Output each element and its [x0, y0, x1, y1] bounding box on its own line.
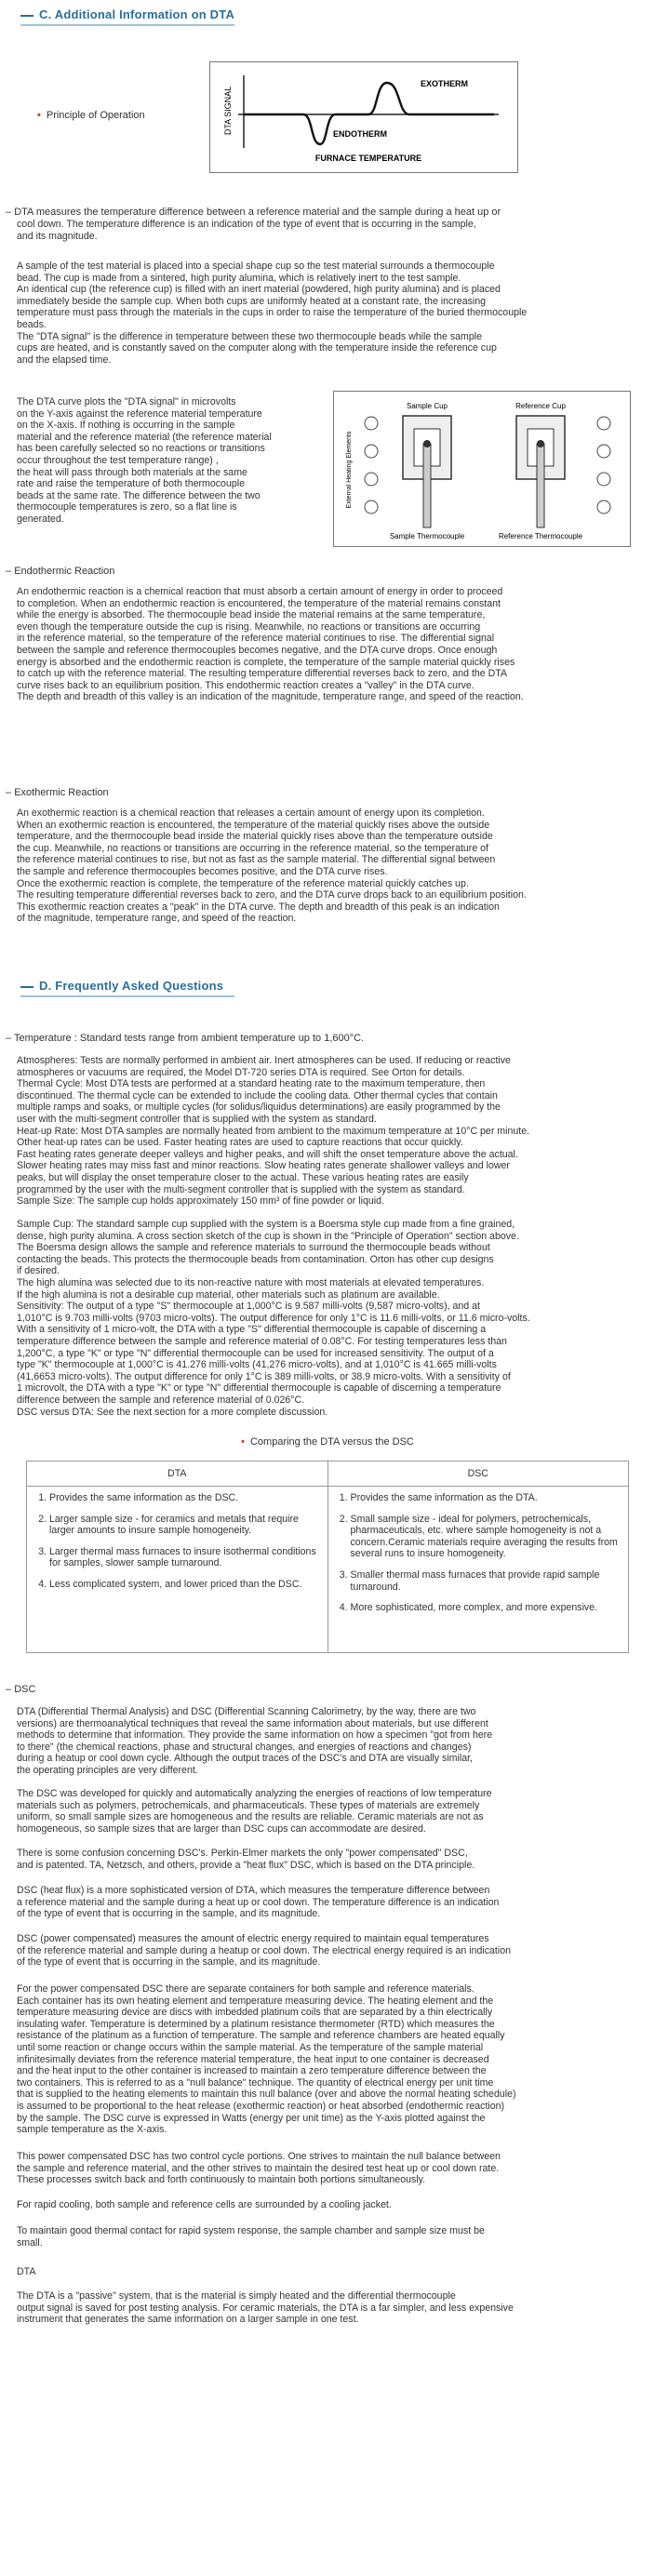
dsc-paragraph-3 — [17, 1848, 640, 1871]
text-line: Atmospheres: Tests are normally performed in ambient air. Inert atmospheres can be used. If reducing or reactive — [17, 1055, 511, 1066]
endothermic-heading: – Endothermic Reaction — [6, 566, 115, 577]
text-line: programmed by the user with the multi-segment controller that is supplied with the system as standard. — [17, 1183, 465, 1195]
comparison-table — [26, 1461, 629, 1653]
text-line: between the sample and reference thermocouples becomes negative, and the DTA curve drops. Once enough — [17, 644, 498, 656]
text-line: 1,200°C, a type "K" or type "N" differential thermocouple can be used for increased sensitivity. The output of a — [17, 1347, 494, 1359]
text-line: These processes switch back and forth continuously to maintain both portions simultaneously. — [17, 2174, 426, 2186]
faq-atmospheres-paragraph — [17, 1055, 640, 1208]
sample-cup-label: Sample Cup — [406, 402, 448, 410]
text-line: the sample and reference thermocouples becomes positive, and the DTA curve rises. — [17, 865, 388, 877]
list-item: 1. Provides the same information as the DSC. — [49, 1492, 320, 1504]
text-line: If the high alumina is not a desirable cup material, other materials such as platinum are available. — [17, 1288, 440, 1301]
heater-circle — [597, 473, 610, 486]
text-line: the cup. Meanwhile, no reactions or transitions are occurring in the reference material, so the temperature of — [17, 842, 488, 854]
dsc-paragraph-8 — [17, 2199, 640, 2211]
heating-elements-label: External Heating Elements — [346, 431, 353, 509]
text-line: curve rises back to an equilibrium position. This endothermic reaction creates a "valley" in the DTA curve. — [17, 679, 475, 691]
text-line: the sample and reference material, and the other strives to maintain the desired test heat up or cool down rate. — [17, 2162, 500, 2174]
principle-label: • Principle of Operation — [37, 110, 145, 121]
heater-circle — [365, 417, 378, 430]
intro-dash-line: – DTA measures the temperature difference between a reference material and the sample during a heat up or — [6, 207, 501, 218]
text-line: insulating wafer. Temperature is determined by a platinum resistance thermometer (RTD) which measures the — [17, 2018, 495, 2030]
dta-subheading — [17, 2266, 640, 2278]
col-dsc-header: DSC — [328, 1462, 629, 1487]
reference-cup-label: Reference Cup — [515, 402, 566, 410]
text-line: of the type of event that is occurring in the sample, and its magnitude. — [17, 1956, 321, 1969]
text-line: to catch up with the reference material. The resulting temperature differential reverses back to zero, and the DTA — [17, 668, 508, 680]
text-line: versions) are thermoanalytical techniques that reveal the same information about materials, but use different — [17, 1717, 488, 1729]
text-line: a reference material and the sample during a heat up or cool down. The temperature difference is an indication — [17, 1896, 500, 1908]
text-line: occur throughout the test temperature range) , — [17, 454, 219, 466]
heater-circle — [597, 445, 610, 458]
text-line: and is patented. TA, Netzsch, and others, provide a "heat flux" DSC, which is based on the DTA principle. — [17, 1859, 475, 1871]
text-line: has been carefully selected so no reactions or transitions — [17, 443, 265, 455]
text-line: of the magnitude, temperature range, and speed of the reaction. — [17, 913, 297, 925]
dsc-cell — [328, 1487, 629, 1653]
dta-curve-svg — [210, 62, 517, 172]
text-line: The DTA curve plots the "DTA signal" in microvolts — [17, 396, 236, 407]
text-line: Sample Size: The sample cup holds approximately 150 mm³ of fine powder or liquid. — [17, 1195, 384, 1208]
text-line: type "K" thermocouple at 1,000°C is 41.276 milli-volts (41,276 micro-volts), and at 1,010°C is 41.665 milli-volts — [17, 1359, 497, 1371]
text-line: The high alumina was selected due to its non-reactive nature with most materials at elevated temperatures. — [17, 1276, 485, 1288]
list-item: 2. Small sample size - ideal for polymers, petrochemicals, pharmaceuticals, etc. where sample homogeneity is not a concern.Ceramic materials require averaging the results from several runs to insure homogeneity. — [351, 1514, 622, 1560]
text-line: resistance of the platinum as a function of temperature. The sample and reference chambers are heated equally — [17, 2030, 505, 2042]
text-line: on the Y-axis against the reference material temperature — [17, 407, 262, 420]
text-line: temperature must pass through the materials in the cups in order to raise the temperature of the buried thermocouple — [17, 307, 528, 319]
text-line: A sample of the test material is placed into a special shape cup so the test material surrounds a thermocouple — [17, 260, 495, 272]
text-line: discontinued. The thermal cycle can be extended to include the cooling data. Other thermal cycles that contain — [17, 1089, 498, 1101]
text-line: even though the temperature outside the cup is rising. Meanwhile, no reactions or transitions are occurring — [17, 621, 481, 633]
text-line: temperature measuring device are discs with imbedded platinum coils that are separated by a thin electrically — [17, 2007, 493, 2019]
section-c-rule — [20, 24, 234, 26]
text-line: to completion. When an endothermic reaction is encountered, the temperature of the material remains constant — [17, 597, 501, 609]
reference-cup-shape — [516, 416, 565, 527]
text-line: by the sample. The DSC curve is expressed in Watts (energy per unit time) as the Y-axis plotted against the — [17, 2112, 486, 2124]
text-line: 1 microvolt, the DTA with a type "K" or type "N" differential thermocouple is capable of discerning a temperature — [17, 1382, 501, 1395]
text-line: energy is absorbed and the endothermic reaction is complete, the temperature of the sample material quickly rises — [17, 656, 515, 668]
list-item: 4. More sophisticated, more complex, and more expensive. — [351, 1602, 622, 1614]
text-line: while the energy is absorbed. The thermocouple bead inside the material remains at the same temperature, — [17, 609, 486, 621]
text-line: material and the reference material (the reference material — [17, 431, 272, 443]
section-c-title: C. Additional Information on DTA — [20, 7, 234, 21]
text-line: The DSC was developed for quickly and automatically analyzing the energies of reactions of low temperature — [17, 1788, 492, 1799]
text-line: The DTA is a "passive" system, that is the material is simply heated and the differential thermocouple — [17, 2290, 456, 2302]
heater-circle — [365, 501, 378, 514]
cup-diagram-figure — [333, 391, 631, 547]
text-line: An endothermic reaction is a chemical reaction that must absorb a certain amount of energy in order to proceed — [17, 586, 503, 597]
dsc-paragraph-1 — [17, 1706, 640, 1777]
col-dta-header: DTA — [27, 1462, 328, 1487]
text-line: the reference material continues to rise, but not as fast as the sample material. The differential signal between — [17, 854, 496, 866]
text-line: For the power compensated DSC there are separate containers for both sample and reference materials. — [17, 1983, 475, 1995]
section-d-rule — [20, 995, 234, 997]
text-line: thermocouple temperatures is zero, so a flat line is — [17, 501, 237, 514]
text-line: to there" (the chemical reactions, phase and structural changes, and energies of reactions and changes) — [17, 1741, 472, 1753]
text-line: Thermal Cycle: Most DTA tests are performed at a standard heating rate to the maximum temperature, then — [17, 1078, 486, 1090]
text-line: cool down. The temperature difference is an indication of the type of event that is occurring in the sample, — [17, 219, 476, 230]
text-line: is assumed to be proportional to the heat release (exothermic reaction) or heat absorbed (endothermic reaction) — [17, 2100, 505, 2112]
dsc-paragraph-5 — [17, 1933, 640, 1969]
sample-thermocouple-label: Sample Thermocouple — [389, 532, 465, 541]
faq-sample-cup-paragraph — [17, 1219, 640, 1418]
heater-circle — [365, 445, 378, 458]
dta-curve-figure — [209, 61, 518, 173]
red-bullet-icon: • — [37, 110, 41, 121]
heading-bar-icon — [20, 15, 33, 17]
text-line: Fast heating rates generate deeper valleys and higher peaks, and will shift the onset temperature above the actual. — [17, 1148, 518, 1160]
text-line: An exothermic reaction is a chemical reaction that releases a certain amount of energy upon its completion. — [17, 808, 485, 819]
text-line: output signal is saved for post testing analysis. For ceramic materials, the DTA is a far simpler, and less expensive — [17, 2302, 514, 2314]
text-line: When an exothermic reaction is encountered, the temperature of the material quickly rises above the outside — [17, 819, 490, 831]
text-line: methods to determine that information. They provide the same information on how a specimen "got from here — [17, 1729, 493, 1742]
text-line: Sensitivity: The output of a type "S" thermocouple at 1,000°C is 9.587 milli-volts (9,587 micro-volts), and at — [17, 1301, 480, 1313]
text-line: This exothermic reaction creates a "peak" in the DTA curve. The depth and breadth of this peak is an indication — [17, 901, 500, 913]
text-line: that is supplied to the heating elements to maintain this null balance (over and above the normal heating schedule) — [17, 2089, 516, 2101]
text-line: There is some confusion concerning DSC's. Perkin-Elmer markets the only "power compensated" DSC, — [17, 1848, 468, 1859]
text-line: DSC versus DTA: See the next section for a more complete discussion. — [17, 1406, 328, 1418]
text-line: The depth and breadth of this valley is an indication of the magnitude, temperature range, and speed of the reaction. — [17, 691, 524, 703]
x-axis-label: FURNACE TEMPERATURE — [314, 153, 422, 163]
text-line: difference between the sample and reference material of 0.026°C. — [17, 1394, 305, 1406]
compare-title: • Comparing the DTA versus the DSC — [241, 1436, 414, 1448]
heater-circle — [365, 473, 378, 486]
text-line: Heat-up Rate: Most DTA samples are normally heated from ambient to the maximum temperature at 10°C per minute. — [17, 1125, 530, 1137]
text-line: (41,6653 micro-volts). The output difference for only 1°C is 389 milli-volts, or 38.9 micro-volts. With a sensitivity of — [17, 1370, 511, 1382]
heater-circle — [597, 501, 610, 514]
text-line: 1,010°C is 9.703 milli-volts (9703 micro-volts). The output difference for only 1°C is 11.6 milli-volts, or 11.6 micro-volts. — [17, 1312, 530, 1324]
intro-paragraph — [17, 219, 640, 242]
dta-paragraph-1 — [17, 2290, 640, 2326]
list-item: 2. Larger sample size - for ceramics and metals that require larger amounts to insure sample homogeneity. — [49, 1514, 320, 1537]
text-line: With a sensitivity of 1 micro-volt, the DTA with a type "S" differential thermocouple is capable of discerning a — [17, 1324, 487, 1336]
text-line: of the type of event that is occurring in the sample, and its magnitude. — [17, 1908, 321, 1920]
text-line: Other heat-up rates can be used. Faster heating rates are used to capture reactions that occur quickly. — [17, 1137, 463, 1149]
text-line: Each container has its own heating element and temperature measuring device. The heating element and the — [17, 1995, 494, 2007]
text-line: The resulting temperature differential reverses back to zero, and the DTA curve drops back to an equilibrium position. — [17, 889, 527, 901]
dsc-paragraph-2 — [17, 1788, 640, 1835]
text-line: user with the multi-segment controller that is supplied with the system as standard. — [17, 1113, 377, 1125]
text-line: infinitesimally deviates from the reference material temperature, the heat input to one container is decreased — [17, 2053, 489, 2065]
text-line: beads. — [17, 318, 47, 330]
table-row — [27, 1487, 629, 1653]
exothermic-heading: – Exothermic Reaction — [6, 787, 109, 798]
text-line: homogeneous, so sample sizes that are larger than DSC cups can accommodate are desired. — [17, 1822, 426, 1835]
text-line: uniform, so small sample sizes are homogeneous and the results are reliable. Ceramic materials are not as — [17, 1811, 484, 1823]
text-line: in the reference material, so the temperature of the reference material continues to rise. The differential signal — [17, 633, 495, 645]
red-bullet-icon: • — [241, 1436, 245, 1448]
text-line: two containers. This is referred to as a "null balance" technique. The quantity of electrical energy per unit time — [17, 2076, 494, 2089]
list-item: 3. Smaller thermal mass furnaces that provide rapid sample turnaround. — [351, 1569, 622, 1593]
text-line: Sample Cup: The standard sample cup supplied with the system is a Boersma style cup made from a fine grained, — [17, 1219, 515, 1230]
cup-diagram-svg — [334, 392, 630, 546]
text-line: The "DTA signal" is the difference in temperature between these two thermocouple beads while the sample — [17, 330, 483, 342]
reference-thermocouple-label: Reference Thermocouple — [498, 532, 583, 541]
endothermic-paragraph — [17, 586, 640, 703]
text-line: on the X-axis. If nothing is occurring in the sample — [17, 420, 235, 432]
text-line: until some reaction or change occurs within the sample material. As the temperature of the sample material — [17, 2041, 484, 2053]
text-line: and its magnitude. — [17, 230, 98, 242]
text-line: the operating principles are very different. — [17, 1764, 198, 1776]
text-line: immediately beside the sample cup. When both cups are uniformly heated at a constant rate, the increasing — [17, 295, 487, 307]
table-header-row — [27, 1462, 629, 1487]
text-line: peaks, but will display the onset temperature closer to the actual. These various heating rates are easily — [17, 1171, 469, 1183]
text-line: multiple ramps and soaks, or multiple cycles (for solidus/liquidus determinations) are easily programmed by the — [17, 1101, 501, 1114]
temperature-heading: – Temperature : Standard tests range from ambient temperature up to 1,600°C. — [6, 1033, 365, 1044]
text-line: sample temperature as the X-axis. — [17, 2124, 167, 2136]
text-line: small. — [17, 2236, 43, 2249]
text-line: during a heatup or cool down cycle. Although the output traces of the DSC's and DTA are visually similar, — [17, 1753, 473, 1765]
text-line: materials such as polymers, petrochemicals, and pharmaceuticals. These types of materials are extremely — [17, 1799, 480, 1811]
text-line: This power compensated DSC has two control cycle portions. One strives to maintain the null balance between — [17, 2151, 501, 2162]
dta-cell — [27, 1487, 328, 1653]
text-line: DSC (heat flux) is a more sophisticated version of DTA, which measures the temperature difference between — [17, 1885, 490, 1896]
y-axis-label: DTA SIGNAL — [223, 86, 233, 136]
text-line: the heat will pass through both materials at the same — [17, 466, 247, 478]
sample-cup-shape — [403, 416, 451, 527]
text-line: An identical cup (the reference cup) is filled with an inert material (powdered, high purity alumina) and is placed — [17, 284, 501, 296]
text-line: DTA (Differential Thermal Analysis) and DSC (Differential Scanning Calorimetry, by the way, there are two — [17, 1706, 476, 1717]
text-line: if desired. — [17, 1265, 60, 1277]
list-item: 1. Provides the same information as the DTA. — [351, 1492, 622, 1504]
text-line: rate and raise the temperature of both thermocouple — [17, 478, 245, 490]
cup-description-paragraph — [17, 260, 640, 366]
text-line: and the elapsed time. — [17, 354, 112, 366]
dsc-paragraph-9 — [17, 2225, 640, 2249]
text-line: dense, high purity alumina. A cross section sketch of the cup is shown in the "Principle of Operation" section above. — [17, 1230, 519, 1242]
text-line: instrument that generates the same information on a larger sample in one test. — [17, 2314, 359, 2326]
dta-curve-paragraph — [17, 396, 324, 526]
dsc-paragraph-7 — [17, 2151, 640, 2186]
text-line: The Boersma design allows the sample and reference materials to surround the thermocouple beads without — [17, 1242, 490, 1254]
heater-circle — [597, 417, 610, 430]
text-line: DTA — [17, 2266, 36, 2277]
dsc-heading: – DSC — [6, 1684, 36, 1695]
text-line: Once the exothermic reaction is complete, the temperature of the reference material quickly catches up. — [17, 877, 469, 889]
text-line: of the reference material and sample during a heatup or cool down. The electrical energy required is an indication — [17, 1944, 511, 1956]
exotherm-label: EXOTHERM — [421, 79, 469, 88]
section-d-title: D. Frequently Asked Questions — [20, 979, 223, 993]
text-line: and the heat input to the other container is increased to maintain a zero temperature difference between the — [17, 2065, 487, 2077]
text-line: For rapid cooling, both sample and reference cells are surrounded by a cooling jacket. — [17, 2199, 392, 2210]
heading-bar-icon — [20, 986, 33, 988]
list-item: 3. Larger thermal mass furnaces to insure isothermal conditions for samples, slower sample turnaround. — [49, 1546, 320, 1569]
text-line: atmospheres or vacuums are required, the Model DT-720 series DTA is required. See Orton for details. — [17, 1066, 465, 1078]
text-line: generated. — [17, 513, 64, 525]
text-line: cups are heated, and is constantly saved on the computer along with the temperature inside the reference cup — [17, 342, 497, 354]
text-line: To maintain good thermal contact for rapid system response, the sample chamber and sample size must be — [17, 2225, 485, 2236]
text-line: temperature difference between the sample and reference material of 0.08°C. For testing temperatures less than — [17, 1335, 507, 1347]
text-line: beads at the same rate. The difference between the two — [17, 489, 261, 501]
text-line: bead. The cup is made from a sintered, high purity alumina, which is relatively inert to the test sample. — [17, 272, 461, 284]
text-line: contacting the beads. This protects the thermocouple beads from contamination. Orton has other cup designs — [17, 1253, 494, 1265]
text-line: temperature, and the thermocouple bead inside the material quickly rises above than the temperature outside — [17, 831, 493, 843]
dsc-paragraph-4 — [17, 1885, 640, 1920]
dsc-paragraph-6 — [17, 1983, 640, 2136]
endotherm-label: ENDOTHERM — [333, 129, 387, 139]
text-line: Slower heating rates may miss fast and minor reactions. Slow heating rates generate shallower valleys and lower — [17, 1160, 510, 1172]
list-item: 4. Less complicated system, and lower priced than the DSC. — [49, 1579, 320, 1591]
text-line: DSC (power compensated) measures the amount of electric energy required to maintain equal temperatures — [17, 1933, 489, 1944]
exothermic-paragraph — [17, 808, 640, 925]
